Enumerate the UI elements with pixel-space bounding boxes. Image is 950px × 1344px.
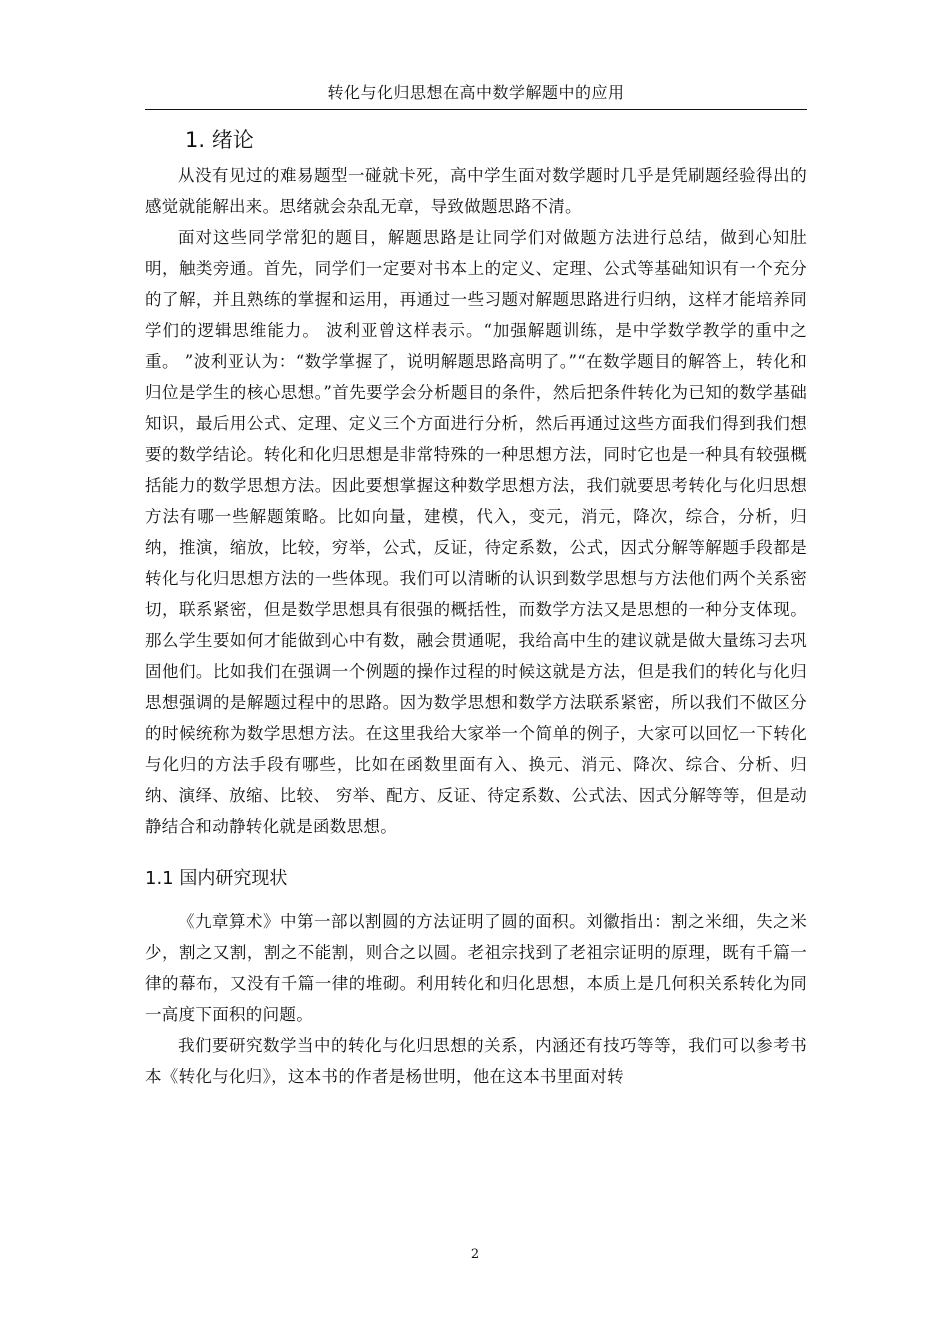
domestic-paragraph-2: 我们要研究数学当中的转化与化归思想的关系，内涵还有技巧等等，我们可以参考书本《转化与化归》，这本书的作者是杨世明，他在这本书里面对转 <box>145 1036 807 1086</box>
section-heading-intro: 1. 绪论 <box>185 128 254 152</box>
domestic-paragraph-1: 《九章算术》中第一部以割圆的方法证明了圆的面积。刘徽指出：割之米细，失之米少，割之又割，割之不能割，则合之以圆。老祖宗找到了老祖宗证明的原理，既有千篇一律的幕布，又没有千篇一律的堆砌。利用转化和归化思想，本质上是几何积关系转化为同一高度下面积的问题。 <box>145 912 807 1024</box>
section-heading-domestic: 1.1 国内研究现状 <box>145 868 288 889</box>
page-body <box>145 120 807 1092</box>
running-header: 转化与化归思想在高中数学解题中的应用 <box>327 83 625 102</box>
header-rule <box>145 109 807 110</box>
intro-paragraph-1: 从没有见过的难易题型一碰就卡死，高中学生面对数学题时几乎是凭刷题经验得出的感觉就能解出来。思绪就会杂乱无章，导致做题思路不清。 <box>145 166 807 216</box>
intro-paragraph-2: 面对这些同学常犯的题目，解题思路是让同学们对做题方法进行总结，做到心知肚明，触类旁通。首先，同学们一定要对书本上的定义、定理、公式等基础知识有一个充分的了解，并且熟练的掌握和运用，再通过一些习题对解题思路进行归纳，这样才能培养同学们的逻辑思维能力。 波利亚曾这样表示。“加强解题训练，是中学数学教学的重中之重。 ”波利亚认为：“数学掌握了，说明解题思路高明了。”“在数学题目的解答上，转化和归位是学生的核心思想。”首先要学会分析题目的条件，然后把条件转化为已知的数学基础知识，最后用公式、定理、定义三个方面进行分析，然后再通过这些方面我们得到我们想要的数学结论。转化和化归思想是非常特殊的一种思想方法，同时它也是一种具有较强概括能力的数学思想方法。因此要想掌握这种数学思想方法，我们就要思考转化与化归思想方法有哪一些解题策略。比如向量，建模，代入，变元，消元，降次，综合，分析，归纳，推演，缩放，比较，穷举，公式，反证，待定系数，公式，因式分解等解题手段都是转化与化归思想方法的一些体现。我们可以清晰的认识到数学思想与方法他们两个关系密切，联系紧密，但是数学思想具有很强的概括性，而数学方法又是思想的一种分支体现。那么学生要如何才能做到心中有数，融会贯通呢，我给高中生的建议就是做大量练习去巩固他们。比如我们在强调一个例题的操作过程的时候这就是方法，但是我们的转化与化归思想强调的是解题过程中的思路。因为数学思想和数学方法联系紧密，所以我们不做区分的时候统称为数学思想方法。在这里我给大家举一个简单的例子，大家可以回忆一下转化与化归的方法手段有哪些，比如在函数里面有入、换元、消元、降次、综合、分析、归纳、演绎、放缩、比较、 穷举、配方、反证、待定系数、公式法、因式分解等等，但是动静结合和动静转化就是函数思想。 <box>145 228 807 836</box>
page-number: 2 <box>470 1247 480 1262</box>
